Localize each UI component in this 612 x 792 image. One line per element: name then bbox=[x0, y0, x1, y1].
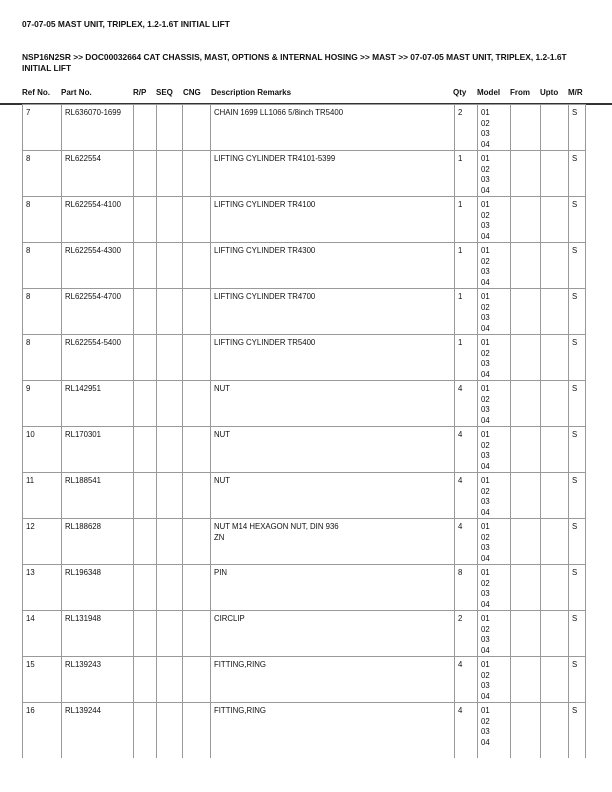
from-cell bbox=[511, 105, 541, 151]
qty-cell: 4 bbox=[455, 703, 478, 758]
ref-cell: 13 bbox=[23, 565, 62, 611]
upto-cell bbox=[541, 381, 569, 427]
ref-cell: 8 bbox=[23, 335, 62, 381]
model-code: 02 bbox=[481, 670, 490, 680]
model-code: 01 bbox=[481, 246, 490, 255]
description-cell: PIN bbox=[211, 565, 455, 611]
seq-cell bbox=[157, 289, 183, 335]
from-cell bbox=[511, 657, 541, 703]
rp-cell bbox=[134, 611, 157, 657]
upto-cell bbox=[541, 243, 569, 289]
seq-cell bbox=[157, 611, 183, 657]
upto-cell bbox=[541, 565, 569, 611]
upto-cell bbox=[541, 611, 569, 657]
model-cell bbox=[478, 611, 511, 657]
rp-cell bbox=[134, 703, 157, 758]
table-row bbox=[23, 105, 586, 151]
mr-cell: S bbox=[569, 473, 586, 519]
rp-cell bbox=[134, 381, 157, 427]
qty-cell: 1 bbox=[455, 289, 478, 335]
from-cell bbox=[511, 197, 541, 243]
model-code: 01 bbox=[481, 522, 490, 531]
rp-cell bbox=[134, 519, 157, 565]
upto-cell bbox=[541, 289, 569, 335]
page-title: 07-07-05 MAST UNIT, TRIPLEX, 1.2-1.6T INITIAL LIFT bbox=[22, 19, 230, 29]
parts-table bbox=[22, 104, 586, 758]
model-code: 02 bbox=[481, 164, 490, 174]
ref-cell: 8 bbox=[23, 151, 62, 197]
upto-cell bbox=[541, 703, 569, 758]
model-cell bbox=[478, 473, 511, 519]
model-code: 04 bbox=[481, 691, 490, 701]
model-code: 01 bbox=[481, 614, 490, 623]
col-desc: Description Remarks bbox=[211, 88, 292, 97]
col-ref: Ref No. bbox=[22, 88, 50, 97]
model-cell bbox=[478, 289, 511, 335]
ref-cell: 16 bbox=[23, 703, 62, 758]
part-no-cell: RL636070-1699 bbox=[62, 105, 134, 151]
upto-cell bbox=[541, 427, 569, 473]
from-cell bbox=[511, 427, 541, 473]
col-mr: M/R bbox=[568, 88, 583, 97]
model-code: 04 bbox=[481, 277, 490, 287]
model-code: 04 bbox=[481, 461, 490, 471]
table-row bbox=[23, 335, 586, 381]
col-from: From bbox=[510, 88, 530, 97]
model-code: 01 bbox=[481, 154, 490, 163]
ref-cell: 7 bbox=[23, 105, 62, 151]
model-code: 04 bbox=[481, 737, 490, 747]
seq-cell bbox=[157, 427, 183, 473]
rp-cell bbox=[134, 243, 157, 289]
model-cell bbox=[478, 427, 511, 473]
description-cell: CHAIN 1699 LL1066 5/8inch TR5400 bbox=[211, 105, 455, 151]
ref-cell: 11 bbox=[23, 473, 62, 519]
model-code: 02 bbox=[481, 118, 490, 128]
qty-cell: 2 bbox=[455, 105, 478, 151]
col-seq: SEQ bbox=[156, 88, 173, 97]
part-no-cell: RL131948 bbox=[62, 611, 134, 657]
part-no-cell: RL622554-4300 bbox=[62, 243, 134, 289]
part-no-cell: RL196348 bbox=[62, 565, 134, 611]
model-code: 01 bbox=[481, 568, 490, 577]
rp-cell bbox=[134, 289, 157, 335]
from-cell bbox=[511, 289, 541, 335]
mr-cell: S bbox=[569, 197, 586, 243]
cng-cell bbox=[183, 427, 211, 473]
table-row bbox=[23, 565, 586, 611]
model-cell bbox=[478, 381, 511, 427]
table-row bbox=[23, 197, 586, 243]
table-row bbox=[23, 427, 586, 473]
cng-cell bbox=[183, 243, 211, 289]
model-code: 04 bbox=[481, 323, 490, 333]
table-row bbox=[23, 289, 586, 335]
mr-cell: S bbox=[569, 427, 586, 473]
model-code: 04 bbox=[481, 415, 490, 425]
model-code: 02 bbox=[481, 210, 490, 220]
model-code: 04 bbox=[481, 231, 490, 241]
mr-cell: S bbox=[569, 243, 586, 289]
model-code: 01 bbox=[481, 660, 490, 669]
cng-cell bbox=[183, 703, 211, 758]
model-code: 01 bbox=[481, 338, 490, 347]
model-cell bbox=[478, 151, 511, 197]
model-code: 02 bbox=[481, 394, 490, 404]
part-no-cell: RL139244 bbox=[62, 703, 134, 758]
rp-cell bbox=[134, 657, 157, 703]
part-no-cell: RL622554-5400 bbox=[62, 335, 134, 381]
model-cell bbox=[478, 519, 511, 565]
upto-cell bbox=[541, 197, 569, 243]
model-code: 02 bbox=[481, 624, 490, 634]
model-code: 04 bbox=[481, 369, 490, 379]
cng-cell bbox=[183, 565, 211, 611]
description-cell: LIFTING CYLINDER TR5400 bbox=[211, 335, 455, 381]
model-code: 03 bbox=[481, 681, 490, 690]
seq-cell bbox=[157, 105, 183, 151]
col-upto: Upto bbox=[540, 88, 559, 97]
description-cell: NUT M14 HEXAGON NUT, DIN 936 ZN bbox=[211, 519, 455, 565]
table-row bbox=[23, 657, 586, 703]
model-cell bbox=[478, 565, 511, 611]
part-no-cell: RL142951 bbox=[62, 381, 134, 427]
upto-cell bbox=[541, 151, 569, 197]
model-code: 01 bbox=[481, 292, 490, 301]
mr-cell: S bbox=[569, 335, 586, 381]
mr-cell: S bbox=[569, 519, 586, 565]
ref-cell: 8 bbox=[23, 197, 62, 243]
model-code: 01 bbox=[481, 706, 490, 715]
col-part: Part No. bbox=[61, 88, 92, 97]
rp-cell bbox=[134, 565, 157, 611]
qty-cell: 4 bbox=[455, 519, 478, 565]
model-cell bbox=[478, 703, 511, 758]
qty-cell: 4 bbox=[455, 381, 478, 427]
qty-cell: 4 bbox=[455, 427, 478, 473]
seq-cell bbox=[157, 565, 183, 611]
col-qty: Qty bbox=[453, 88, 467, 97]
col-rp: R/P bbox=[133, 88, 147, 97]
mr-cell: S bbox=[569, 381, 586, 427]
seq-cell bbox=[157, 657, 183, 703]
cng-cell bbox=[183, 473, 211, 519]
table-row bbox=[23, 151, 586, 197]
rp-cell bbox=[134, 473, 157, 519]
ref-cell: 12 bbox=[23, 519, 62, 565]
table-row bbox=[23, 473, 586, 519]
model-code: 04 bbox=[481, 599, 490, 609]
model-code: 04 bbox=[481, 185, 490, 195]
part-no-cell: RL622554-4700 bbox=[62, 289, 134, 335]
part-no-cell: RL622554 bbox=[62, 151, 134, 197]
from-cell bbox=[511, 703, 541, 758]
qty-cell: 4 bbox=[455, 473, 478, 519]
ref-cell: 8 bbox=[23, 243, 62, 289]
model-code: 03 bbox=[481, 129, 490, 138]
cng-cell bbox=[183, 519, 211, 565]
ref-cell: 15 bbox=[23, 657, 62, 703]
table-header bbox=[0, 88, 612, 100]
model-code: 03 bbox=[481, 543, 490, 552]
description-cell: NUT bbox=[211, 473, 455, 519]
seq-cell bbox=[157, 335, 183, 381]
table-row bbox=[23, 519, 586, 565]
cng-cell bbox=[183, 381, 211, 427]
from-cell bbox=[511, 565, 541, 611]
upto-cell bbox=[541, 105, 569, 151]
qty-cell: 1 bbox=[455, 335, 478, 381]
description-cell: LIFTING CYLINDER TR4101-5399 bbox=[211, 151, 455, 197]
seq-cell bbox=[157, 243, 183, 289]
model-code: 04 bbox=[481, 645, 490, 655]
part-no-cell: RL170301 bbox=[62, 427, 134, 473]
part-no-cell: RL622554-4100 bbox=[62, 197, 134, 243]
model-code: 03 bbox=[481, 451, 490, 460]
model-code: 03 bbox=[481, 589, 490, 598]
qty-cell: 4 bbox=[455, 657, 478, 703]
col-model: Model bbox=[477, 88, 501, 97]
model-code: 02 bbox=[481, 532, 490, 542]
model-cell bbox=[478, 243, 511, 289]
rp-cell bbox=[134, 151, 157, 197]
qty-cell: 2 bbox=[455, 611, 478, 657]
cng-cell bbox=[183, 611, 211, 657]
cng-cell bbox=[183, 289, 211, 335]
seq-cell bbox=[157, 703, 183, 758]
model-code: 04 bbox=[481, 553, 490, 563]
from-cell bbox=[511, 151, 541, 197]
ref-cell: 9 bbox=[23, 381, 62, 427]
qty-cell: 1 bbox=[455, 243, 478, 289]
mr-cell: S bbox=[569, 151, 586, 197]
seq-cell bbox=[157, 381, 183, 427]
description-cell: FITTING,RING bbox=[211, 657, 455, 703]
from-cell bbox=[511, 473, 541, 519]
model-code: 02 bbox=[481, 440, 490, 450]
seq-cell bbox=[157, 519, 183, 565]
part-no-cell: RL188628 bbox=[62, 519, 134, 565]
description-cell: LIFTING CYLINDER TR4700 bbox=[211, 289, 455, 335]
rp-cell bbox=[134, 335, 157, 381]
cng-cell bbox=[183, 105, 211, 151]
model-code: 02 bbox=[481, 256, 490, 266]
part-no-cell: RL139243 bbox=[62, 657, 134, 703]
upto-cell bbox=[541, 657, 569, 703]
model-code: 02 bbox=[481, 302, 490, 312]
cng-cell bbox=[183, 151, 211, 197]
model-code: 03 bbox=[481, 175, 490, 184]
model-code: 01 bbox=[481, 384, 490, 393]
breadcrumb: NSP16N2SR >> DOC00032664 CAT CHASSIS, MAST, OPTIONS & INTERNAL HOSING >> MAST >> 07-07-05 MAST UNIT, TRIPLEX, 1.2-1.6T INITIAL LIFT bbox=[22, 52, 567, 73]
model-cell bbox=[478, 105, 511, 151]
model-code: 02 bbox=[481, 578, 490, 588]
mr-cell: S bbox=[569, 289, 586, 335]
part-no-cell: RL188541 bbox=[62, 473, 134, 519]
mr-cell: S bbox=[569, 703, 586, 758]
cng-cell bbox=[183, 335, 211, 381]
description-cell: CIRCLIP bbox=[211, 611, 455, 657]
model-cell bbox=[478, 657, 511, 703]
cng-cell bbox=[183, 197, 211, 243]
model-code: 03 bbox=[481, 405, 490, 414]
seq-cell bbox=[157, 197, 183, 243]
qty-cell: 1 bbox=[455, 197, 478, 243]
table-row bbox=[23, 703, 586, 758]
description-cell: NUT bbox=[211, 427, 455, 473]
model-cell bbox=[478, 335, 511, 381]
model-code: 04 bbox=[481, 139, 490, 149]
seq-cell bbox=[157, 151, 183, 197]
description-cell: LIFTING CYLINDER TR4100 bbox=[211, 197, 455, 243]
model-code: 01 bbox=[481, 200, 490, 209]
mr-cell: S bbox=[569, 611, 586, 657]
ref-cell: 14 bbox=[23, 611, 62, 657]
model-code: 03 bbox=[481, 267, 490, 276]
from-cell bbox=[511, 335, 541, 381]
mr-cell: S bbox=[569, 657, 586, 703]
model-code: 03 bbox=[481, 221, 490, 230]
cng-cell bbox=[183, 657, 211, 703]
qty-cell: 8 bbox=[455, 565, 478, 611]
table-row bbox=[23, 611, 586, 657]
table-row bbox=[23, 243, 586, 289]
table-row bbox=[23, 381, 586, 427]
description-cell: FITTING,RING bbox=[211, 703, 455, 758]
description-cell: LIFTING CYLINDER TR4300 bbox=[211, 243, 455, 289]
model-code: 03 bbox=[481, 359, 490, 368]
ref-cell: 8 bbox=[23, 289, 62, 335]
qty-cell: 1 bbox=[455, 151, 478, 197]
model-code: 03 bbox=[481, 313, 490, 322]
mr-cell: S bbox=[569, 565, 586, 611]
col-cng: CNG bbox=[183, 88, 201, 97]
model-code: 03 bbox=[481, 635, 490, 644]
model-code: 02 bbox=[481, 486, 490, 496]
model-code: 03 bbox=[481, 497, 490, 506]
from-cell bbox=[511, 611, 541, 657]
description-cell: NUT bbox=[211, 381, 455, 427]
model-code: 02 bbox=[481, 716, 490, 726]
ref-cell: 10 bbox=[23, 427, 62, 473]
upto-cell bbox=[541, 519, 569, 565]
upto-cell bbox=[541, 473, 569, 519]
from-cell bbox=[511, 243, 541, 289]
model-code: 01 bbox=[481, 108, 490, 117]
model-code: 02 bbox=[481, 348, 490, 358]
seq-cell bbox=[157, 473, 183, 519]
model-code: 01 bbox=[481, 430, 490, 439]
upto-cell bbox=[541, 335, 569, 381]
model-code: 04 bbox=[481, 507, 490, 517]
rp-cell bbox=[134, 105, 157, 151]
model-code: 01 bbox=[481, 476, 490, 485]
rp-cell bbox=[134, 197, 157, 243]
from-cell bbox=[511, 519, 541, 565]
mr-cell: S bbox=[569, 105, 586, 151]
rp-cell bbox=[134, 427, 157, 473]
from-cell bbox=[511, 381, 541, 427]
model-cell bbox=[478, 197, 511, 243]
model-code: 03 bbox=[481, 727, 490, 736]
